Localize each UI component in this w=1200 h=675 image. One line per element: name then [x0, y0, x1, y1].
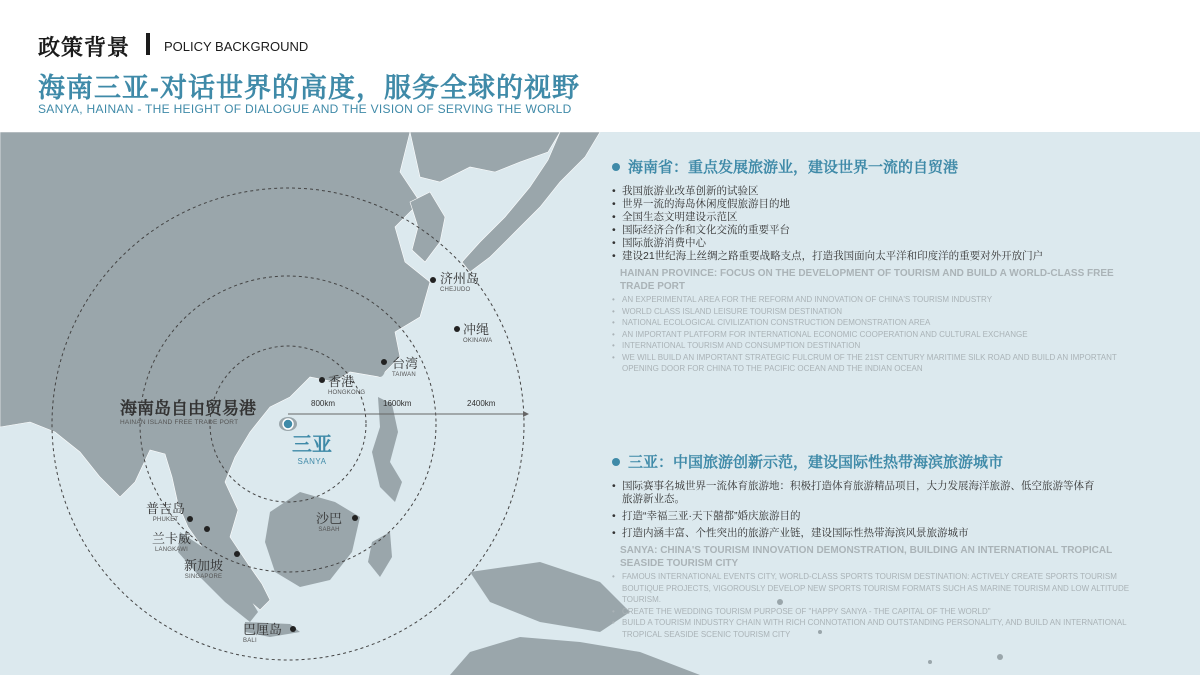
- langkawi-dot: [204, 526, 210, 532]
- hainan-heading-en: HAINAN PROVINCE: FOCUS ON THE DEVELOPMENT OF TOURISM AND BUILD A WORLD-CLASS FREE TRADE PORT: [620, 268, 1114, 292]
- sanya-policy-block: [612, 451, 1172, 640]
- list-item: • 国际赛事名城世界一流体育旅游地：积极打造体育旅游精品项目，大力发展海洋旅游、低空旅游等体育旅游新业态。: [612, 480, 1102, 506]
- list-item: • INTERNATIONAL TOURISM AND CONSUMPTION DESTINATION: [612, 340, 1142, 352]
- place-phuket: 普吉岛 PHUKET: [146, 501, 186, 523]
- distance-label-800: 800km: [311, 399, 336, 408]
- philippines-landmass: [372, 397, 402, 502]
- hainan-heading: 海南省：重点发展旅游业，建设世界一流的自贸港: [612, 156, 1172, 177]
- list-item: • 国际旅游消费中心: [612, 237, 1082, 250]
- list-item: • 国际经济合作和文化交流的重要平台: [612, 224, 1082, 237]
- bullet-dot: [612, 458, 620, 466]
- jeju-dot: [430, 277, 436, 283]
- section-divider: [146, 33, 150, 55]
- page-title-cn: 海南三亚-对话世界的高度，服务全球的视野: [38, 73, 580, 103]
- place-bali: 巴厘岛 BALI: [243, 622, 283, 644]
- new-guinea-landmass: [470, 562, 630, 632]
- hongkong-dot: [319, 377, 325, 383]
- list-item: • AN EXPERIMENTAL AREA FOR THE REFORM AND INNOVATION OF CHINA'S TOURISM INDUSTRY: [612, 294, 1142, 306]
- sanya-heading-en: SANYA: CHINA'S TOURISM INNOVATION DEMONSTRATION, BUILDING AN INTERNATIONAL TROPICAL SEASIDE TOURISM CITY: [620, 545, 1113, 569]
- place-singapore: 新加坡 SINGAPORE: [184, 558, 224, 580]
- place-hongkong: 香港 HONGKONG: [328, 374, 366, 396]
- place-langkawi: 兰卡威 LANGKAWI: [152, 531, 192, 553]
- list-item: • 世界一流的海岛休闲度假旅游目的地: [612, 198, 1082, 211]
- okinawa-dot: [454, 326, 460, 332]
- list-item: • 全国生态文明建设示范区: [612, 211, 1082, 224]
- list-item: • 打造“幸福三亚·天下囍都”婚庆旅游目的: [612, 510, 1102, 523]
- list-item: • 建设21世纪海上丝绸之路重要战略支点，打造我国面向太平洋和印度洋的重要对外开放门户: [612, 250, 1082, 263]
- mainland-landmass: [0, 132, 430, 610]
- place-okinawa: 冲绳 OKINAWA: [463, 322, 493, 344]
- sanya-list-en: [612, 571, 1142, 640]
- hainan-ftp-label: 海南岛自由贸易港 HAINAN ISLAND FREE TRADE PORT: [120, 399, 256, 426]
- hainan-list-en: [612, 294, 1142, 375]
- hainan-policy-block: [612, 156, 1172, 375]
- australia-landmass: [450, 637, 700, 675]
- page-header: [0, 0, 1200, 132]
- sanya-heading: 三亚：中国旅游创新示范，建设国际性热带海滨旅游城市: [612, 451, 1172, 472]
- place-jeju: 济州岛 CHEJUDO: [440, 271, 480, 293]
- list-item: • AN IMPORTANT PLATFORM FOR INTERNATIONAL ECONOMIC COOPERATION AND CULTURAL EXCHANGE: [612, 329, 1142, 341]
- sanya-list-cn: [612, 480, 1102, 540]
- section-title-en: POLICY BACKGROUND: [164, 39, 309, 54]
- distance-label-1600: 1600km: [383, 399, 412, 408]
- phuket-dot: [187, 516, 193, 522]
- list-item: • WORLD CLASS ISLAND LEISURE TOURISM DESTINATION: [612, 306, 1142, 318]
- bullet-dot: [612, 163, 620, 171]
- distance-label-2400: 2400km: [467, 399, 496, 408]
- korea-landmass: [410, 192, 445, 262]
- list-item: • 我国旅游业改革创新的试验区: [612, 185, 1082, 198]
- list-item: • 打造内涵丰富、个性突出的旅游产业链，建设国际性热带海滨风景旅游城市: [612, 527, 1102, 540]
- place-taiwan: 台湾 TAIWAN: [392, 356, 419, 378]
- sanya-label: 三亚 SANYA: [292, 434, 332, 466]
- list-item: • WE WILL BUILD AN IMPORTANT STRATEGIC FULCRUM OF THE 21ST CENTURY MARITIME SILK ROAD AND BUILD AN IMPORTANT OPENING DOOR FOR CHINA TO THE PACIFIC OCEAN AND THE INDIAN OCEAN: [612, 352, 1142, 375]
- list-item: • BUILD A TOURISM INDUSTRY CHAIN WITH RICH CONNOTATION AND OUTSTANDING PERSONALITY, AND BUILD AN INTERNATIONAL TROPICAL SEASIDE SCENIC TOURISM CITY: [612, 617, 1142, 640]
- page-title-en: SANYA, HAINAN - THE HEIGHT OF DIALOGUE AND THE VISION OF SERVING THE WORLD: [38, 102, 572, 116]
- section-title-cn: 政策背景: [38, 35, 131, 60]
- place-sabah: 沙巴 SABAH: [316, 511, 343, 533]
- hainan-list-cn: [612, 185, 1082, 263]
- sabah-dot: [352, 515, 358, 521]
- borneo-landmass: [265, 492, 360, 587]
- bali-dot: [290, 626, 296, 632]
- list-item: • CREATE THE WEDDING TOURISM PURPOSE OF "HAPPY SANYA - THE CAPITAL OF THE WORLD": [612, 606, 1142, 618]
- taiwan-dot: [381, 359, 387, 365]
- singapore-dot: [234, 551, 240, 557]
- list-item: • FAMOUS INTERNATIONAL EVENTS CITY, WORLD-CLASS SPORTS TOURISM DESTINATION: ACTIVELY CREATE SPORTS TOURISM BOUTIQUE PROJECTS, VIGOROUSLY DEVELOP NEW SPORTS TOURISM FORMATS SUCH AS MARINE TOURISM AND LOW ALTITUDE TOURISM.: [612, 571, 1142, 606]
- list-item: • NATIONAL ECOLOGICAL CIVILIZATION CONSTRUCTION DEMONSTRATION AREA: [612, 317, 1142, 329]
